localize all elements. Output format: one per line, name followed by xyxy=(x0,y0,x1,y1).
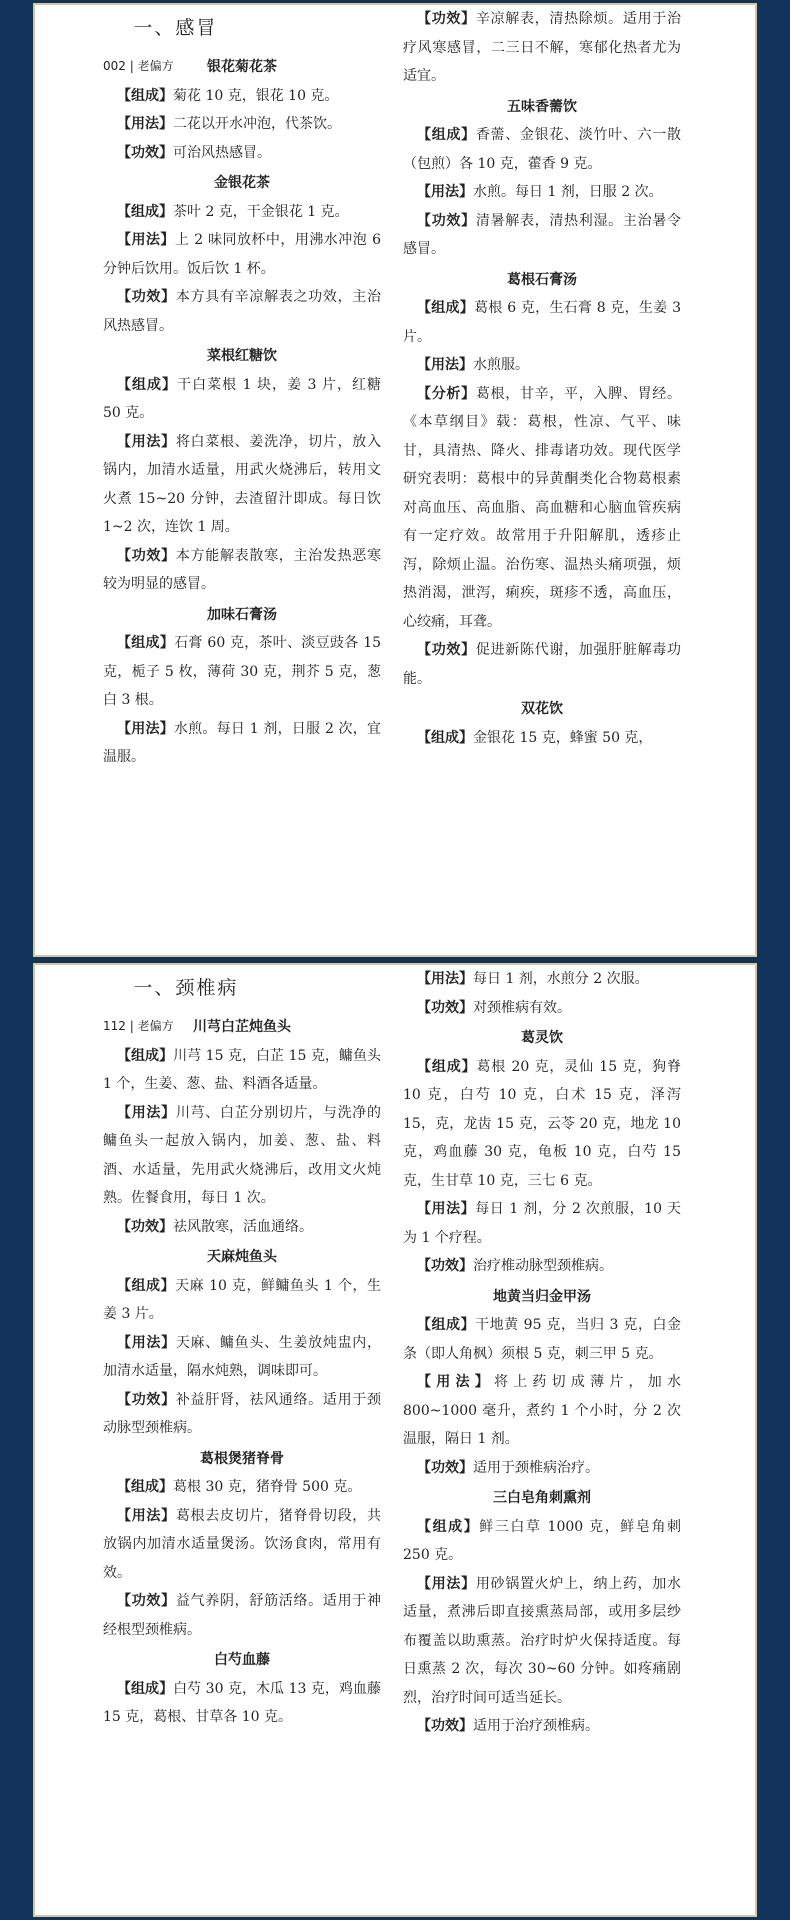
entry-text: 川芎、白芷分别切片，与洗净的鳙鱼头一起放入锅内，加姜、葱、盐、料酒、水适量，先用武火烧沸后，改用文火炖熟。佐餐食用，每日 1 次。 xyxy=(103,1104,382,1206)
entry-label: 【功效】 xyxy=(117,1391,176,1408)
recipe-entry xyxy=(403,1712,681,1741)
entry-text: 对颈椎病有效。 xyxy=(473,999,571,1016)
entry-text: 本方能解表散寒，主治发热恶寒较为明显的感冒。 xyxy=(103,547,382,592)
recipe-entry xyxy=(103,542,381,599)
entry-text: 本方具有辛凉解表之功效，主治风热感冒。 xyxy=(103,289,382,334)
recipe-entry xyxy=(103,1213,381,1242)
entry-label: 【功效】 xyxy=(417,11,476,27)
entry-label: 【组成】 xyxy=(117,376,178,393)
entry-label: 【功效】 xyxy=(417,642,476,658)
entry-text: 补益肝肾，祛风通络。适用于颈动脉型颈椎病。 xyxy=(103,1391,382,1436)
entry-text: 干白菜根 1 块，姜 3 片，红糖 50 克。 xyxy=(103,376,381,421)
entry-label: 【功效】 xyxy=(117,1593,176,1609)
entry-label: 【用法】 xyxy=(417,1201,476,1217)
entry-text: 干地黄 95 克，当归 3 克，白金条（即人角枫）须根 5 克，刺三甲 5 克。 xyxy=(403,1317,681,1362)
recipe-title: 五味香薷饮 xyxy=(507,98,577,115)
recipe-entry xyxy=(103,1502,381,1588)
book-page-1 xyxy=(35,5,755,955)
recipe-entry xyxy=(103,226,381,283)
entry-label: 【用法】 xyxy=(117,1507,176,1524)
entry-label: 【功效】 xyxy=(417,212,476,229)
recipe-title: 金银花茶 xyxy=(214,175,270,191)
entry-label: 【用法】 xyxy=(117,116,173,132)
entry-text: 葛根 30 克，猪脊骨 500 克。 xyxy=(173,1479,362,1495)
recipe-entry xyxy=(403,1195,681,1252)
recipe-entry xyxy=(403,636,681,693)
entry-label: 【用法】 xyxy=(417,357,473,373)
recipe-entry xyxy=(403,1570,681,1713)
entry-label: 【用法】 xyxy=(417,1575,476,1592)
recipe-title: 葛根石膏汤 xyxy=(507,271,577,288)
entry-text: 白芍 30 克，木瓜 13 克，鸡血藤 15 克，葛根、甘草各 10 克。 xyxy=(103,1680,381,1725)
entry-text: 水煎服。 xyxy=(473,357,529,373)
entry-text: 将白菜根、姜洗净，切片，放入锅内，加清水适量，用武火烧沸后，转用文火煮 15~20 分钟，去渣留汁即成。每日饮 1~2 次，连饮 1 周。 xyxy=(103,433,382,535)
recipe-title: 菜根红糖饮 xyxy=(207,348,277,364)
recipe-entry xyxy=(403,294,681,351)
entry-label: 【用法】 xyxy=(117,1334,176,1351)
entry-label: 【组成】 xyxy=(117,1047,174,1064)
recipe-entry xyxy=(103,1473,381,1502)
entry-label: 【功效】 xyxy=(117,144,173,161)
recipe-entry xyxy=(103,428,381,542)
entry-label: 【用法】 xyxy=(117,720,174,737)
entry-text: 金银花 15 克，蜂蜜 50 克， xyxy=(473,729,653,746)
recipe-entry xyxy=(403,1454,681,1483)
entry-text: 水煎。每日 1 剂，日服 2 次，宜温服。 xyxy=(103,720,381,765)
entry-label: 【用法】 xyxy=(117,433,176,450)
recipe-entry xyxy=(103,1272,381,1329)
entry-text: 益气养阴，舒筋活络。适用于神经根型颈椎病。 xyxy=(103,1593,382,1638)
page-header: 002 | 老偏方 xyxy=(103,59,174,73)
recipe-title: 银花菊花茶 xyxy=(207,59,277,75)
entry-label: 【组成】 xyxy=(417,729,473,746)
entry-text: 葛根，甘辛，平，入脾、胃经。《本草纲目》载：葛根，性凉、气平、味甘，具清热、降火、排毒诸功效。现代医学研究表明：葛根中的异黄酮类化合物葛根素对高血压、高血脂、高血糖和心脑血管疾病有一定疗效。故常用于升阳解肌，透疹止泻，除烦止温。治伤寒、温热头痛项强，烦热消渴，泄泻，痢疾，斑疹不透，高血压，心绞痛，耳聋。 xyxy=(403,385,682,630)
recipe-entry xyxy=(103,1042,381,1099)
right-column xyxy=(403,965,681,1741)
recipe-entry xyxy=(103,715,381,772)
entry-label: 【组成】 xyxy=(117,203,173,220)
entry-label: 【功效】 xyxy=(417,1258,473,1274)
entry-text: 治疗椎动脉型颈椎病。 xyxy=(473,1258,613,1274)
recipe-entry xyxy=(403,1252,681,1281)
entry-text: 天麻 10 克，鲜鳙鱼头 1 个，生姜 3 片。 xyxy=(103,1277,381,1322)
recipe-entry xyxy=(403,207,681,264)
entry-text: 水煎。每日 1 剂，日服 2 次。 xyxy=(473,184,663,200)
entry-text: 川芎 15 克，白芷 15 克，鳙鱼头 1 个，生姜、葱、盐、料酒各适量。 xyxy=(103,1047,381,1092)
recipe-entry xyxy=(103,110,381,139)
recipe-title: 川芎白芷炖鱼头 xyxy=(193,1019,291,1035)
entry-text: 石膏 60 克，茶叶、淡豆豉各 15 克，栀子 5 枚，薄荷 30 克，荆芥 5 克，葱白 3 根。 xyxy=(103,635,382,708)
entry-text: 适用于治疗颈椎病。 xyxy=(473,1718,599,1734)
entry-text: 二花以开水冲泡，代茶饮。 xyxy=(173,116,341,132)
recipe-entry xyxy=(103,283,381,340)
entry-label: 【组成】 xyxy=(417,1518,480,1535)
recipe-entry xyxy=(103,1587,381,1644)
recipe-entry xyxy=(103,1675,381,1732)
entry-label: 【组成】 xyxy=(417,1058,477,1075)
book-page-2 xyxy=(35,965,755,1915)
recipe-entry xyxy=(103,139,381,168)
entry-label: 【用法】 xyxy=(117,232,175,248)
entry-text: 促进新陈代谢，加强肝脏解毒功能。 xyxy=(403,642,682,687)
entry-text: 辛凉解表，清热除烦。适用于治疗风寒感冒，二三日不解，寒郁化热者尤为适宜。 xyxy=(403,11,682,84)
entry-label: 【用法】 xyxy=(117,1104,176,1121)
entry-text: 葛根去皮切片，猪脊骨切段，共放锅内加清水适量煲汤。饮汤食肉，常用有效。 xyxy=(103,1507,382,1581)
recipe-entry xyxy=(103,82,381,111)
entry-label: 【功效】 xyxy=(417,1718,473,1734)
left-column xyxy=(103,5,381,772)
entry-label: 【功效】 xyxy=(117,1218,173,1235)
section-heading: 一、感冒 xyxy=(133,17,218,39)
recipe-title: 天麻炖鱼头 xyxy=(207,1249,277,1265)
entry-text: 香薷、金银花、淡竹叶、六一散（包煎）各 10 克，藿香 9 克。 xyxy=(403,127,682,172)
left-column xyxy=(103,965,381,1732)
entry-text: 每日 1 剂，水煎分 2 次服。 xyxy=(473,971,649,987)
entry-text: 用砂锅置火炉上，纳上药，加水适量，煮沸后即直接熏蒸局部，或用多层纱布覆盖以助熏蒸。治疗时炉火保持适度。每日熏蒸 2 次，每次 30~60 分钟。如疼痛剧烈，治疗时间可适当延长。 xyxy=(403,1575,682,1706)
recipe-entry xyxy=(403,121,681,178)
entry-label: 【组成】 xyxy=(417,127,476,143)
entry-label: 【组成】 xyxy=(117,1277,176,1294)
entry-label: 【用法】 xyxy=(417,184,473,200)
entry-label: 【组成】 xyxy=(117,1680,174,1697)
recipe-title: 白芍血藤 xyxy=(214,1652,270,1668)
entry-label: 【组成】 xyxy=(117,1479,173,1495)
entry-label: 【功效】 xyxy=(417,999,473,1016)
entry-label: 【功效】 xyxy=(117,547,176,564)
recipe-title: 葛根煲猪脊骨 xyxy=(200,1450,284,1467)
recipe-entry xyxy=(103,629,381,715)
recipe-entry xyxy=(403,380,681,637)
recipe-title: 双花饮 xyxy=(521,701,563,717)
entry-label: 【组成】 xyxy=(417,1317,476,1333)
recipe-entry xyxy=(403,1513,681,1570)
entry-text: 将上药切成薄片，加水 800~1000 毫升，煮约 1 个小时，分 2 次温服，隔日 1 剂。 xyxy=(403,1374,682,1447)
recipe-entry xyxy=(103,1386,381,1443)
entry-label: 【组成】 xyxy=(117,635,175,651)
entry-label: 【功效】 xyxy=(417,1459,473,1476)
recipe-entry xyxy=(403,351,681,380)
recipe-entry xyxy=(403,965,681,994)
entry-text: 上 2 味同放杯中，用沸水冲泡 6 分钟后饮用。饭后饮 1 杯。 xyxy=(103,232,381,277)
recipe-title: 三白皂角刺熏剂 xyxy=(493,1490,591,1506)
entry-text: 菊花 10 克，银花 10 克。 xyxy=(173,87,339,104)
entry-text: 葛根 20 克，灵仙 15 克，狗脊 10 克，白芍 10 克，白术 15 克，泽泻 15，克，龙齿 15 克，云苓 20 克，地龙 10 克，鸡血藤 30 克，龟板 10 克，白芍 15 克，生甘草 10 克，三七 6 克。 xyxy=(403,1058,682,1189)
entry-text: 鲜三白草 1000 克，鲜皂角刺 250 克。 xyxy=(403,1518,682,1563)
entry-label: 【组成】 xyxy=(117,87,173,104)
entry-label: 【功效】 xyxy=(117,289,176,305)
recipe-entry xyxy=(403,1368,681,1454)
recipe-entry xyxy=(403,178,681,207)
entry-label: 【用法】 xyxy=(417,971,473,987)
entry-label: 【用法】 xyxy=(417,1374,494,1390)
entry-text: 祛风散寒，活血通络。 xyxy=(173,1218,313,1235)
section-heading: 一、颈椎病 xyxy=(133,977,239,999)
recipe-entry xyxy=(103,371,381,428)
recipe-entry xyxy=(403,1311,681,1368)
right-column xyxy=(403,5,681,752)
entry-text: 每日 1 剂，分 2 次煎服，10 天为 1 个疗程。 xyxy=(403,1201,681,1246)
page-header: 112 | 老偏方 xyxy=(103,1019,174,1033)
entry-text: 清暑解表，清热利湿。主治暑令感冒。 xyxy=(403,212,682,257)
recipe-entry xyxy=(403,724,681,753)
recipe-title: 葛灵饮 xyxy=(521,1030,563,1046)
recipe-entry xyxy=(103,1329,381,1386)
entry-label: 【组成】 xyxy=(417,300,475,316)
recipe-entry xyxy=(103,1099,381,1213)
entry-text: 天麻、鳙鱼头、生姜放炖盅内，加清水适量，隔水炖熟，调味即可。 xyxy=(103,1334,382,1379)
recipe-entry xyxy=(403,5,681,91)
entry-text: 茶叶 2 克，干金银花 1 克。 xyxy=(173,203,349,220)
recipe-title: 地黄当归金甲汤 xyxy=(493,1288,591,1305)
recipe-entry xyxy=(403,994,681,1023)
entry-text: 适用于颈椎病治疗。 xyxy=(473,1459,599,1476)
entry-text: 葛根 6 克，生石膏 8 克，生姜 3 片。 xyxy=(403,300,682,345)
recipe-title: 加味石膏汤 xyxy=(207,606,277,623)
recipe-entry xyxy=(103,198,381,227)
entry-label: 【分析】 xyxy=(417,385,476,402)
entry-text: 可治风热感冒。 xyxy=(173,144,271,161)
recipe-entry xyxy=(403,1053,681,1196)
